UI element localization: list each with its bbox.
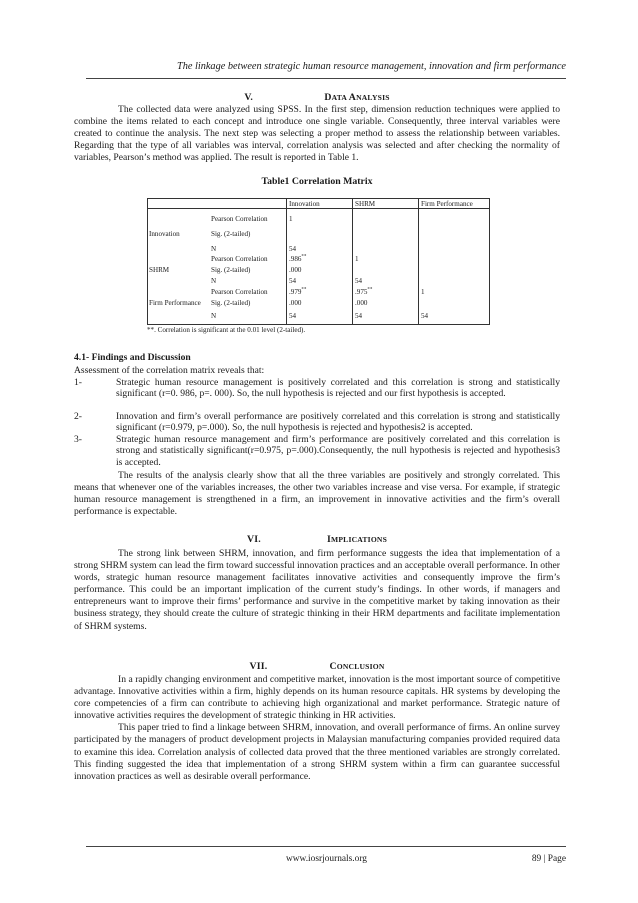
section-number: VI. (246, 534, 261, 545)
stat-label: N (211, 245, 217, 253)
implications-text (74, 548, 560, 633)
table-border-top (147, 198, 490, 199)
footer-website: www.iosrjournals.org (286, 854, 367, 864)
table-cell: 1 (289, 215, 293, 223)
table-header-rule (147, 208, 490, 209)
significance-mark: ** (301, 254, 307, 260)
table-cell: 54 (355, 277, 363, 285)
col-header-shrm: SHRM (355, 200, 376, 208)
col-header-innovation: Innovation (289, 200, 320, 208)
row-group-innovation: Innovation (149, 230, 180, 238)
conclusion-paragraph-2: This paper tried to find a linkage between SHRM, innovation, and overall performance of firms. An online survey participated by the managers of product development projects in Malaysian manufacturing companies provided required data to examine this idea. Correlation analysis of collected data proved that the three mentioned variables are strongly correlated. This finding suggested the idea that implementation of a strong SHRM system within a firm can guarantee successful innovation practices as well as desirable overall performance. (74, 722, 560, 782)
header-rule (86, 78, 566, 79)
table-cell: 1 (355, 255, 359, 263)
list-marker: 2- (74, 411, 82, 422)
stat-label: Sig. (2-tailed) (211, 230, 251, 238)
section-heading-conclusion: VII. CONCLUSION (249, 661, 385, 672)
findings-intro: Assessment of the correlation matrix reveals that: (74, 365, 265, 376)
footer-rule (86, 846, 566, 847)
section-number: V. (244, 92, 253, 103)
row-group-firm-performance: Firm Performance (149, 299, 201, 307)
list-item (74, 434, 560, 468)
list-item-text: Strategic human resource management is positively correlated and this correlation is strong and statistically significant (r=0. 986, p=. 000). So, the null hypothesis is rejected and our first hypothesis is accepted. (116, 377, 560, 400)
findings-summary-paragraph: The results of the analysis clearly show that all the three variables are positively and strongly correlated. This means that whenever one of the variables increases, the other two variables increase and vise versa. For example, if strategic human resource management is strengthened in a firm, an improvement in innovative activities and the firm’s overall performance is expectable. (74, 470, 560, 518)
conclusion-text (74, 674, 560, 783)
findings-heading: 4.1- Findings and Discussion (74, 352, 191, 363)
table-col-divider (286, 198, 287, 324)
footer-page-number: 89 | Page (531, 854, 566, 864)
table-cell: 54 (355, 312, 363, 320)
stat-label: Pearson Correlation (211, 288, 268, 296)
table-cell: 54 (289, 245, 297, 253)
correlation-matrix-table (147, 198, 490, 325)
data-analysis-paragraph: The collected data were analyzed using SPSS. In the first step, dimension reduction techniques were applied to combine the items related to each concept and introduce one single variable. Consequently, three interval variables were created to continue the analysis. The next step was selecting a proper method to assess the relationship between variables. Regarding that the type of all variables was interval, correlation analysis was selected and after checking the normality of variables, Pearson’s method was applied. The result is reported in Table 1. (74, 104, 560, 164)
list-marker: 3- (74, 434, 82, 445)
table-border-right (489, 198, 490, 324)
row-group-shrm: SHRM (149, 266, 170, 274)
implications-paragraph: The strong link between SHRM, innovation, and firm performance suggests the idea that implementation of a strong SHRM system can lead the firm toward successful innovation practices and an acceptable overall performance. In other words, strategic human resource management facilitates innovative activities and consequently improve the firm’s performance. This could be an important implication of the current study’s findings. In other words, if managers and entrepreneurs want to improve their firms’ performance and survive in the competitive market by taking innovation as their business strategy, they should create the culture of strategic thinking in their HRM departments and facilitate implementation of SHRM systems. (74, 548, 560, 632)
stat-label: N (211, 312, 217, 320)
stat-label: Sig. (2-tailed) (211, 299, 251, 307)
table-cell: 1 (421, 288, 425, 296)
table-caption: Table1 Correlation Matrix (261, 176, 373, 187)
stat-label: Pearson Correlation (211, 215, 268, 223)
conclusion-paragraph-1: In a rapidly changing environment and competitive market, innovation is the most important source of competitive advantage. Innovative activities within a firm, highly depends on its human resource capitals. HR systems by developing the core competencies of a firm can contribute to achieving high organizational and market performance. Strategic nature of innovative activities requires the development of strategic thinking in HR activities. (74, 674, 560, 722)
stat-label: Sig. (2-tailed) (211, 266, 251, 274)
significance-mark: ** (367, 287, 373, 293)
table-cell: .979** (289, 287, 307, 296)
table-cell: 54 (421, 312, 429, 320)
section-number: VII. (249, 661, 268, 672)
findings-summary-text (74, 470, 560, 518)
table-col-divider (418, 198, 419, 324)
table-cell: .000 (289, 299, 302, 307)
list-marker: 1- (74, 377, 82, 388)
list-item (74, 411, 560, 434)
table-border-left (147, 198, 148, 324)
section-heading-data-analysis: V. DATA ANALYSIS (244, 92, 390, 103)
table-footnote: **. Correlation is significant at the 0.01 level (2-tailed). (147, 326, 306, 334)
section-heading-implications: VI. IMPLICATIONS (246, 534, 388, 545)
table-cell: 54 (289, 277, 297, 285)
significance-mark: ** (301, 287, 307, 293)
col-header-firm-performance: Firm Performance (421, 200, 473, 208)
table-cell: 54 (289, 312, 297, 320)
list-item-text: Innovation and firm’s overall performance are positively correlated and this correlation is strong and statistically significant (r=0.979, p=.000). So, the null hypothesis is rejected and hypothesis2 is accepted. (116, 411, 560, 434)
stat-label: N (211, 277, 217, 285)
list-item (74, 377, 560, 400)
table-cell: .975** (355, 287, 373, 296)
table-cell: .000 (289, 266, 302, 274)
data-analysis-text (74, 104, 560, 164)
table-cell: .000 (355, 299, 368, 307)
table-col-divider (352, 198, 353, 324)
list-item-text: Strategic human resource management and firm’s performance are positively correlated and this correlation is strong and statistically significant(r=0.975, p=.000).Consequently, the null hypothesis is rejected and hypothesis3 is accepted. (116, 434, 560, 468)
stat-label: Pearson Correlation (211, 255, 268, 263)
table-cell: .986** (289, 254, 307, 263)
running-header: The linkage between strategic human resource management, innovation and firm performance (176, 61, 566, 72)
table-border-bottom (147, 324, 490, 325)
